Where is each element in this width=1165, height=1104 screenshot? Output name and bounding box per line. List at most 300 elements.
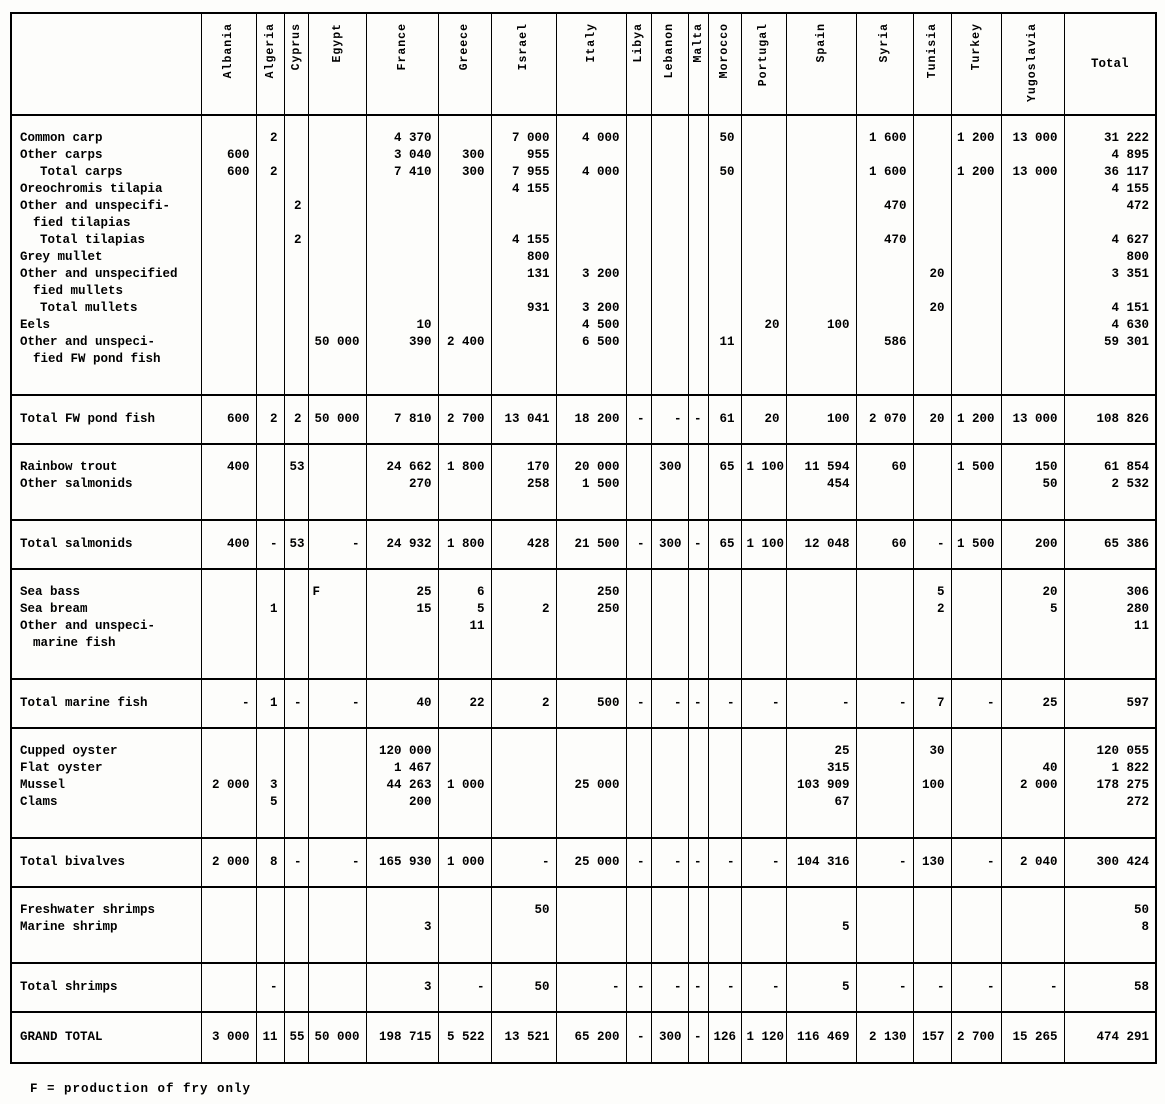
cell-albania <box>201 728 256 760</box>
cell-algeria <box>256 569 284 601</box>
cell-turkey <box>951 232 1001 249</box>
cell-albania <box>201 181 256 198</box>
cell-albania <box>201 198 256 215</box>
cell-libya <box>626 476 651 520</box>
cell-egypt: - <box>308 520 366 569</box>
cell-turkey <box>951 249 1001 266</box>
cell-france: 3 <box>366 963 438 1012</box>
cell-malta <box>688 334 708 351</box>
cell-egypt <box>308 635 366 679</box>
cell-egypt <box>308 249 366 266</box>
table-row-grand-total <box>11 1012 1156 1063</box>
cell-israel: 50 <box>491 963 556 1012</box>
cell-morocco: 65 <box>708 444 741 476</box>
cell-libya: - <box>626 395 651 444</box>
cell-total: 61 854 <box>1064 444 1156 476</box>
cell-lebanon <box>651 887 688 919</box>
cell-israel: 955 <box>491 147 556 164</box>
cell-yugoslavia: 25 <box>1001 679 1064 728</box>
cell-italy <box>556 215 626 232</box>
cell-portugal <box>741 181 786 198</box>
column-header-morocco <box>708 13 741 115</box>
table-row-bivalve-species-3 <box>11 794 1156 838</box>
cell-greece <box>438 760 491 777</box>
table-row-bivalve-species-2 <box>11 777 1156 794</box>
cell-spain: 116 469 <box>786 1012 856 1063</box>
cell-yugoslavia <box>1001 147 1064 164</box>
cell-yugoslavia <box>1001 300 1064 317</box>
table-row-bivalve-species-1 <box>11 760 1156 777</box>
table-row-total-bivalves <box>11 838 1156 887</box>
cell-algeria <box>256 351 284 395</box>
row-label: Grey mullet <box>20 250 103 264</box>
cell-turkey <box>951 266 1001 283</box>
cell-syria <box>856 635 913 679</box>
cell-cyprus <box>284 569 308 601</box>
cell-cyprus: 2 <box>284 232 308 249</box>
cell-france: 40 <box>366 679 438 728</box>
cell-malta <box>688 760 708 777</box>
cell-italy: - <box>556 963 626 1012</box>
cell-malta <box>688 266 708 283</box>
cell-italy <box>556 351 626 395</box>
cell-yugoslavia <box>1001 215 1064 232</box>
cell-syria <box>856 351 913 395</box>
cell-spain <box>786 215 856 232</box>
cell-syria <box>856 569 913 601</box>
cell-libya <box>626 618 651 635</box>
table-row-fw-pond-fish-species-13 <box>11 351 1156 395</box>
cell-spain <box>786 147 856 164</box>
cell-lebanon <box>651 198 688 215</box>
cell-israel: 170 <box>491 444 556 476</box>
cell-cyprus: 53 <box>284 520 308 569</box>
cell-portugal <box>741 794 786 838</box>
cell-syria <box>856 300 913 317</box>
cell-syria: 1 600 <box>856 115 913 147</box>
cell-albania: 2 000 <box>201 777 256 794</box>
cell-france: 44 263 <box>366 777 438 794</box>
cell-portugal: 1 120 <box>741 1012 786 1063</box>
column-header-portugal <box>741 13 786 115</box>
cell-yugoslavia: 40 <box>1001 760 1064 777</box>
cell-cyprus <box>284 777 308 794</box>
cell-france: 200 <box>366 794 438 838</box>
cell-turkey <box>951 777 1001 794</box>
row-label: Total bivalves <box>11 838 201 887</box>
cell-morocco: - <box>708 838 741 887</box>
row-label: Other and unspeci- <box>20 335 156 349</box>
cell-morocco <box>708 760 741 777</box>
cell-yugoslavia <box>1001 334 1064 351</box>
cell-italy <box>556 198 626 215</box>
cell-albania: 3 000 <box>201 1012 256 1063</box>
cell-israel <box>491 351 556 395</box>
cell-egypt: 50 000 <box>308 395 366 444</box>
cell-turkey <box>951 919 1001 963</box>
cell-egypt <box>308 115 366 147</box>
table-row-fw-pond-fish-species-9 <box>11 283 1156 300</box>
cell-france: 4 370 <box>366 115 438 147</box>
cell-tunisia <box>913 476 951 520</box>
cell-greece <box>438 198 491 215</box>
table-row-fw-pond-fish-species-11 <box>11 317 1156 334</box>
column-header-label: Portugal <box>757 23 770 87</box>
cell-israel: 2 <box>491 601 556 618</box>
cell-egypt <box>308 266 366 283</box>
cell-lebanon <box>651 215 688 232</box>
cell-israel <box>491 618 556 635</box>
row-label: Rainbow trout <box>11 444 201 476</box>
cell-yugoslavia: 13 000 <box>1001 395 1064 444</box>
cell-italy <box>556 618 626 635</box>
cell-turkey <box>951 887 1001 919</box>
cell-morocco <box>708 777 741 794</box>
cell-yugoslavia <box>1001 249 1064 266</box>
cell-spain <box>786 232 856 249</box>
cell-greece: 22 <box>438 679 491 728</box>
cell-morocco: 50 <box>708 164 741 181</box>
cell-lebanon <box>651 919 688 963</box>
cell-cyprus <box>284 334 308 351</box>
column-header-label: Lebanon <box>663 23 676 79</box>
cell-malta <box>688 283 708 300</box>
cell-portugal <box>741 283 786 300</box>
cell-syria: - <box>856 963 913 1012</box>
cell-syria <box>856 476 913 520</box>
cell-algeria: - <box>256 963 284 1012</box>
cell-cyprus <box>284 283 308 300</box>
cell-france <box>366 351 438 395</box>
cell-greece <box>438 635 491 679</box>
cell-yugoslavia: 2 040 <box>1001 838 1064 887</box>
cell-albania <box>201 215 256 232</box>
cell-albania <box>201 919 256 963</box>
cell-albania <box>201 635 256 679</box>
cell-portugal: 20 <box>741 395 786 444</box>
cell-morocco: 50 <box>708 115 741 147</box>
cell-portugal <box>741 198 786 215</box>
cell-algeria: - <box>256 520 284 569</box>
cell-malta <box>688 919 708 963</box>
cell-morocco <box>708 147 741 164</box>
cell-lebanon: - <box>651 838 688 887</box>
cell-malta: - <box>688 395 708 444</box>
cell-syria <box>856 777 913 794</box>
cell-total: 472 <box>1064 198 1156 215</box>
cell-yugoslavia <box>1001 232 1064 249</box>
cell-portugal <box>741 887 786 919</box>
cell-libya <box>626 164 651 181</box>
cell-morocco: 126 <box>708 1012 741 1063</box>
cell-greece: 6 <box>438 569 491 601</box>
cell-yugoslavia <box>1001 794 1064 838</box>
column-header-lebanon <box>651 13 688 115</box>
cell-spain: 100 <box>786 395 856 444</box>
cell-morocco: - <box>708 963 741 1012</box>
cell-albania <box>201 476 256 520</box>
cell-egypt <box>308 476 366 520</box>
column-header-label: Syria <box>878 23 891 63</box>
table-header <box>11 13 1156 115</box>
cell-italy: 250 <box>556 569 626 601</box>
cell-total: 108 826 <box>1064 395 1156 444</box>
cell-syria: 470 <box>856 232 913 249</box>
cell-france: 165 930 <box>366 838 438 887</box>
cell-syria: 2 070 <box>856 395 913 444</box>
cell-syria <box>856 215 913 232</box>
table-row-marine-fish-species-2 <box>11 618 1156 635</box>
cell-albania: 400 <box>201 444 256 476</box>
cell-total: 300 424 <box>1064 838 1156 887</box>
cell-syria: 60 <box>856 444 913 476</box>
cell-turkey <box>951 476 1001 520</box>
row-label: Other and unspeci- <box>20 619 156 633</box>
aquaculture-production-table <box>10 12 1157 1064</box>
cell-portugal: - <box>741 963 786 1012</box>
cell-syria <box>856 249 913 266</box>
cell-egypt <box>308 181 366 198</box>
column-header-algeria <box>256 13 284 115</box>
cell-syria <box>856 618 913 635</box>
header-row <box>11 13 1156 115</box>
cell-egypt <box>308 618 366 635</box>
cell-algeria <box>256 728 284 760</box>
cell-tunisia: 20 <box>913 266 951 283</box>
cell-tunisia <box>913 181 951 198</box>
row-label: Cupped oyster <box>11 728 201 760</box>
column-header-label: Tunisia <box>925 23 939 79</box>
cell-algeria <box>256 476 284 520</box>
table-row-fw-pond-fish-species-7 <box>11 249 1156 266</box>
cell-turkey <box>951 198 1001 215</box>
cell-spain: - <box>786 679 856 728</box>
table-row-fw-pond-fish-species-10 <box>11 300 1156 317</box>
column-header-yugoslavia <box>1001 13 1064 115</box>
cell-cyprus <box>284 351 308 395</box>
cell-morocco: - <box>708 679 741 728</box>
cell-france: 10 <box>366 317 438 334</box>
cell-total: 120 055 <box>1064 728 1156 760</box>
cell-algeria <box>256 919 284 963</box>
cell-egypt <box>308 728 366 760</box>
cell-morocco <box>708 232 741 249</box>
column-header-turkey <box>951 13 1001 115</box>
cell-france <box>366 283 438 300</box>
cell-tunisia: 130 <box>913 838 951 887</box>
cell-israel <box>491 215 556 232</box>
cell-algeria <box>256 198 284 215</box>
cell-morocco <box>708 181 741 198</box>
cell-lebanon <box>651 266 688 283</box>
cell-cyprus <box>284 963 308 1012</box>
cell-tunisia: 30 <box>913 728 951 760</box>
cell-turkey <box>951 635 1001 679</box>
cell-israel: 131 <box>491 266 556 283</box>
cell-morocco <box>708 794 741 838</box>
cell-syria <box>856 728 913 760</box>
cell-portugal <box>741 334 786 351</box>
cell-turkey: 1 500 <box>951 444 1001 476</box>
cell-tunisia: 7 <box>913 679 951 728</box>
table-row-total-salmonids <box>11 520 1156 569</box>
cell-israel: 931 <box>491 300 556 317</box>
cell-cyprus <box>284 266 308 283</box>
cell-tunisia: 2 <box>913 601 951 618</box>
cell-albania <box>201 601 256 618</box>
cell-malta <box>688 618 708 635</box>
column-header-label: Israel <box>517 23 530 71</box>
cell-egypt: 50 000 <box>308 334 366 351</box>
cell-portugal <box>741 476 786 520</box>
row-label: Oreochromis tilapia <box>20 182 163 196</box>
cell-total <box>1064 351 1156 395</box>
cell-libya <box>626 334 651 351</box>
cell-yugoslavia <box>1001 198 1064 215</box>
cell-spain: 5 <box>786 919 856 963</box>
cell-syria <box>856 794 913 838</box>
row-label: Other salmonids <box>20 477 133 491</box>
cell-italy: 6 500 <box>556 334 626 351</box>
cell-albania: 600 <box>201 164 256 181</box>
cell-albania <box>201 232 256 249</box>
cell-total: 8 <box>1064 919 1156 963</box>
cell-israel: 258 <box>491 476 556 520</box>
cell-albania: 600 <box>201 395 256 444</box>
cell-tunisia <box>913 351 951 395</box>
cell-algeria: 5 <box>256 794 284 838</box>
cell-tunisia <box>913 249 951 266</box>
cell-algeria <box>256 147 284 164</box>
cell-morocco <box>708 728 741 760</box>
cell-syria <box>856 919 913 963</box>
column-header-albania <box>201 13 256 115</box>
row-label: Total salmonids <box>11 520 201 569</box>
cell-tunisia: 100 <box>913 777 951 794</box>
cell-tunisia: - <box>913 963 951 1012</box>
cell-cyprus <box>284 618 308 635</box>
table-row-fw-pond-fish-species-1 <box>11 147 1156 164</box>
cell-spain: 454 <box>786 476 856 520</box>
cell-total: 31 222 <box>1064 115 1156 147</box>
cell-turkey <box>951 283 1001 300</box>
row-label: Other and unspecified <box>20 267 178 281</box>
row-label: fied mullets <box>33 284 124 298</box>
cell-yugoslavia <box>1001 283 1064 300</box>
cell-algeria <box>256 317 284 334</box>
cell-malta <box>688 249 708 266</box>
cell-israel: 7 000 <box>491 115 556 147</box>
cell-algeria <box>256 444 284 476</box>
column-header-malta <box>688 13 708 115</box>
cell-libya <box>626 444 651 476</box>
row-label: Other and unspecifi- <box>20 199 171 213</box>
table-row-total-shrimps <box>11 963 1156 1012</box>
row-label: Total tilapias <box>40 233 146 247</box>
cell-turkey: 1 500 <box>951 520 1001 569</box>
column-header-label: Malta <box>691 23 705 63</box>
cell-morocco <box>708 249 741 266</box>
row-label: Common carp <box>11 115 201 147</box>
cell-tunisia: 5 <box>913 569 951 601</box>
cell-turkey <box>951 794 1001 838</box>
cell-malta <box>688 887 708 919</box>
cell-egypt <box>308 351 366 395</box>
cell-italy <box>556 147 626 164</box>
cell-france: 7 410 <box>366 164 438 181</box>
cell-libya <box>626 635 651 679</box>
cell-albania <box>201 351 256 395</box>
cell-libya <box>626 181 651 198</box>
cell-france: 270 <box>366 476 438 520</box>
cell-cyprus <box>284 760 308 777</box>
cell-israel <box>491 794 556 838</box>
cell-spain <box>786 618 856 635</box>
cell-lebanon <box>651 351 688 395</box>
cell-turkey <box>951 147 1001 164</box>
cell-italy: 3 200 <box>556 266 626 283</box>
cell-malta <box>688 794 708 838</box>
cell-israel: 13 521 <box>491 1012 556 1063</box>
cell-algeria: 1 <box>256 601 284 618</box>
cell-greece <box>438 283 491 300</box>
row-label: Clams <box>20 795 58 809</box>
cell-malta <box>688 317 708 334</box>
corner-cell <box>11 13 201 115</box>
cell-italy: 21 500 <box>556 520 626 569</box>
table-row-fw-pond-fish-species-6 <box>11 232 1156 249</box>
cell-egypt <box>308 232 366 249</box>
cell-israel <box>491 198 556 215</box>
cell-france: 24 662 <box>366 444 438 476</box>
cell-yugoslavia <box>1001 635 1064 679</box>
cell-france <box>366 215 438 232</box>
cell-france: 390 <box>366 334 438 351</box>
cell-albania <box>201 266 256 283</box>
cell-malta <box>688 728 708 760</box>
cell-libya <box>626 300 651 317</box>
cell-syria <box>856 181 913 198</box>
cell-tunisia: 157 <box>913 1012 951 1063</box>
cell-turkey <box>951 728 1001 760</box>
cell-spain <box>786 115 856 147</box>
cell-albania <box>201 569 256 601</box>
column-header-syria <box>856 13 913 115</box>
cell-tunisia: 20 <box>913 300 951 317</box>
cell-total: 3 351 <box>1064 266 1156 283</box>
cell-albania <box>201 618 256 635</box>
cell-france <box>366 181 438 198</box>
cell-total: 1 822 <box>1064 760 1156 777</box>
cell-yugoslavia: 15 265 <box>1001 1012 1064 1063</box>
cell-malta: - <box>688 520 708 569</box>
cell-france: 24 932 <box>366 520 438 569</box>
cell-spain: 25 <box>786 728 856 760</box>
cell-cyprus <box>284 728 308 760</box>
cell-tunisia <box>913 760 951 777</box>
cell-morocco <box>708 300 741 317</box>
cell-libya <box>626 283 651 300</box>
cell-greece: 300 <box>438 147 491 164</box>
column-header-spain <box>786 13 856 115</box>
cell-morocco <box>708 569 741 601</box>
cell-italy: 65 200 <box>556 1012 626 1063</box>
cell-yugoslavia <box>1001 728 1064 760</box>
cell-turkey <box>951 760 1001 777</box>
cell-yugoslavia: 13 000 <box>1001 115 1064 147</box>
cell-total: 11 <box>1064 618 1156 635</box>
cell-algeria <box>256 300 284 317</box>
